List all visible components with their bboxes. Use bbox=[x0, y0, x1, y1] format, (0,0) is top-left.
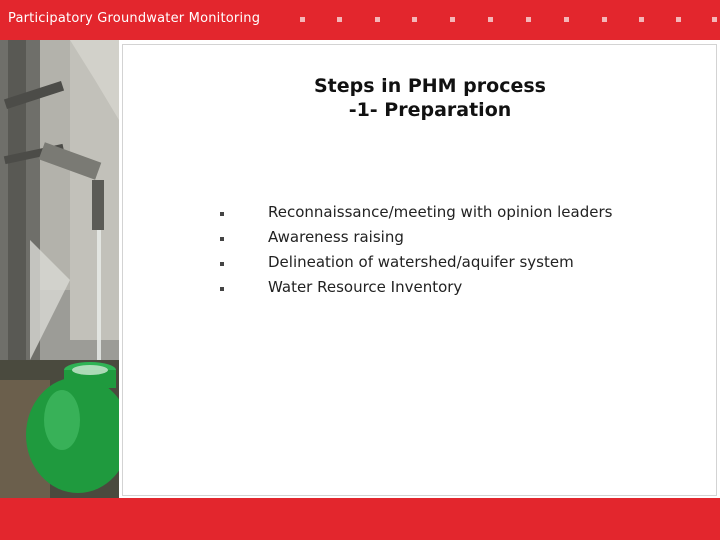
header-dots bbox=[0, 0, 720, 40]
bullet-text: Delineation of watershed/aquifer system bbox=[268, 253, 574, 271]
square-dot-icon bbox=[526, 17, 531, 22]
handpump-photo bbox=[0, 40, 119, 498]
square-dot-icon bbox=[488, 17, 493, 22]
square-dot-icon bbox=[712, 17, 717, 22]
square-dot-icon bbox=[639, 17, 644, 22]
square-dot-icon bbox=[602, 17, 607, 22]
square-dot-icon bbox=[412, 17, 417, 22]
square-dot-icon bbox=[337, 17, 342, 22]
bullet-text: Awareness raising bbox=[268, 228, 404, 246]
bullet-text: Reconnaissance/meeting with opinion leaders bbox=[268, 203, 613, 221]
square-dot-icon bbox=[564, 17, 569, 22]
square-dot-icon bbox=[676, 17, 681, 22]
bullet-text: Water Resource Inventory bbox=[268, 278, 463, 296]
slide-title-line1: Steps in PHM process bbox=[314, 75, 546, 97]
slide-title-line2: -1- Preparation bbox=[348, 99, 512, 121]
header-bar bbox=[0, 0, 720, 40]
square-dot-icon bbox=[450, 17, 455, 22]
header-title: Participatory Groundwater Monitoring bbox=[8, 11, 261, 26]
square-dot-icon bbox=[375, 17, 380, 22]
slide-title bbox=[122, 74, 720, 122]
footer-bar bbox=[0, 498, 720, 540]
square-dot-icon bbox=[300, 17, 305, 22]
